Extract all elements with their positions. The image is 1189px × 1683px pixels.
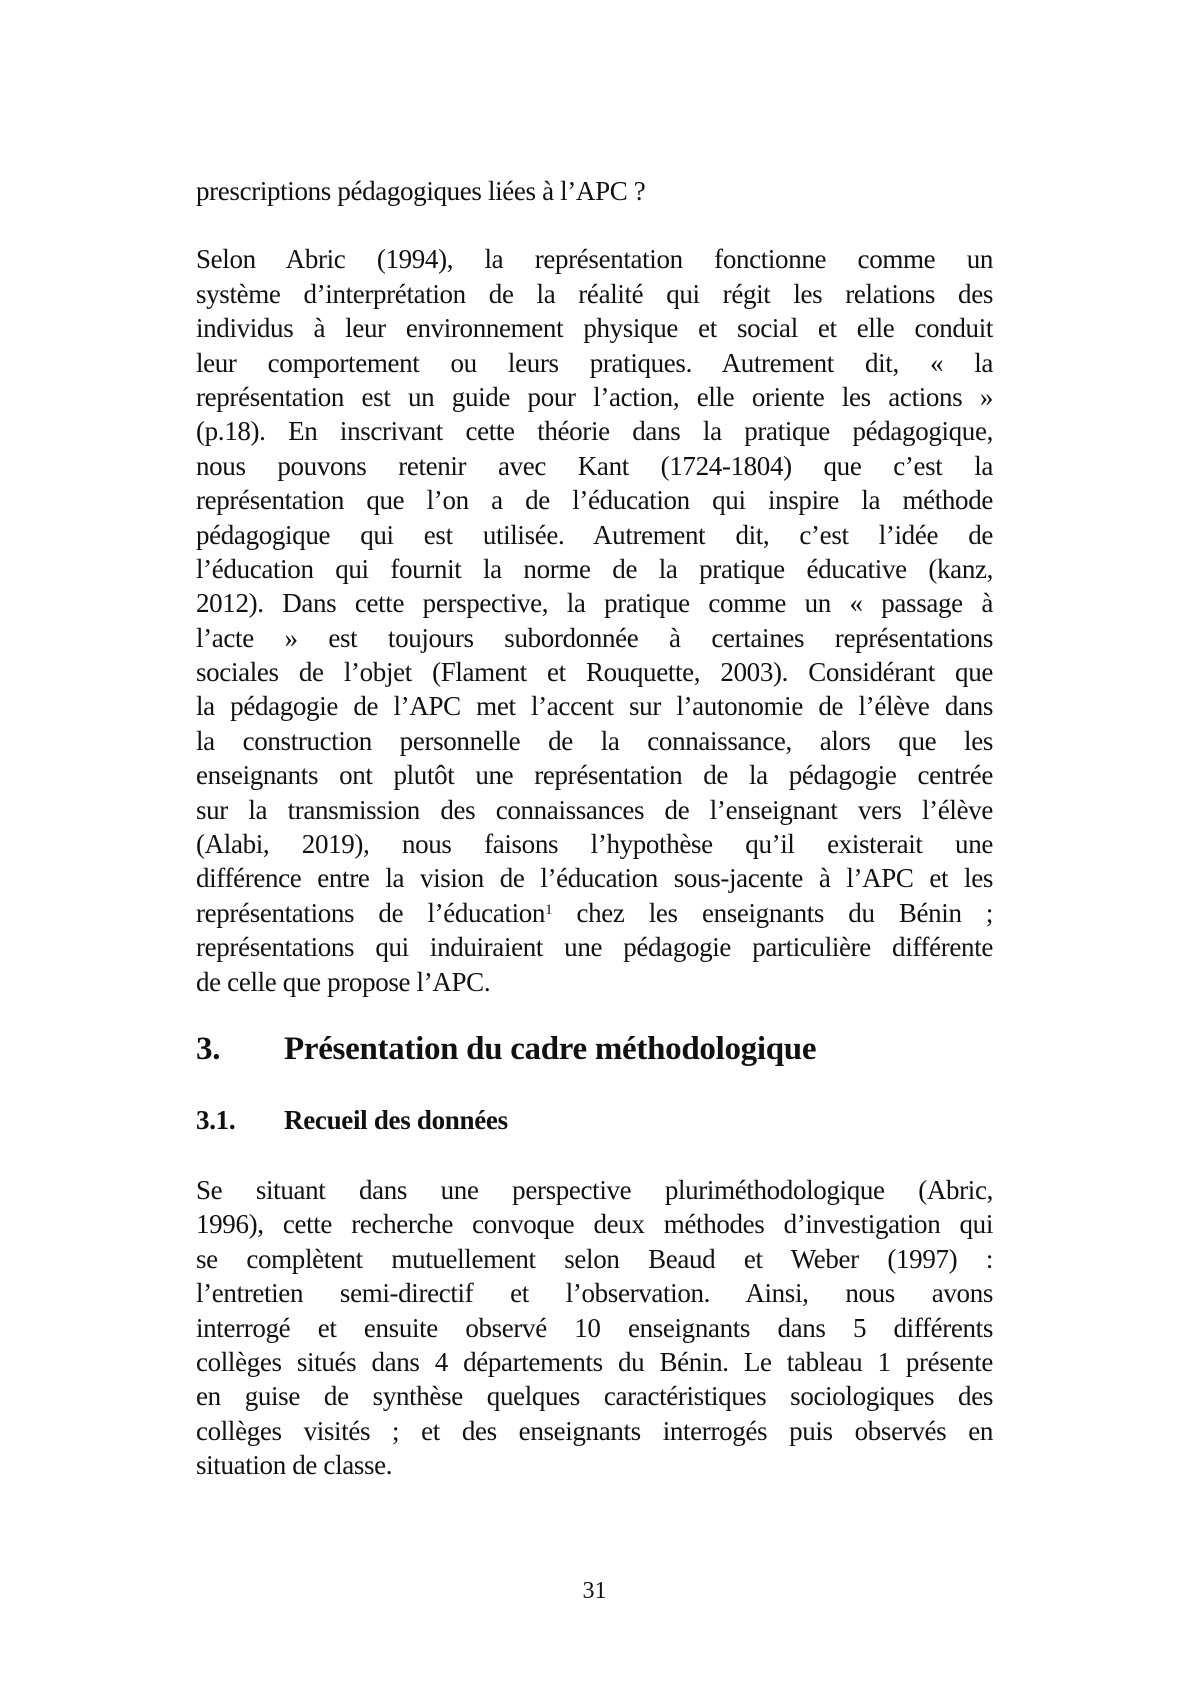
section-spacer <box>196 1069 993 1103</box>
text-line: de celle que propose l’APC. <box>196 966 491 997</box>
paragraph-spacer <box>196 208 993 242</box>
subsection-title: Recueil des données <box>284 1104 508 1135</box>
text-line: système d’interprétation de la réalité qui régit les relations des <box>196 278 993 309</box>
section-title: Présentation du cadre méthodologique <box>284 1030 817 1067</box>
text-line: sur la transmission des connaissances de l’enseignant vers l’élève <box>196 794 993 825</box>
text-fragment: représentations de l’éducation <box>196 897 546 928</box>
text-fragment: chez les enseignants du Bénin ; <box>552 897 993 928</box>
text-line: l’éducation qui fournit la norme de la pratique éducative (kanz, <box>196 553 993 584</box>
text-line: 1996), cette recherche convoque deux méthodes d’investigation qui <box>196 1209 993 1240</box>
text-line: pédagogique qui est utilisée. Autrement dit, c’est l’idée de <box>196 519 993 550</box>
text-line: représentation est un guide pour l’action, elle oriente les actions » <box>196 381 993 412</box>
footnote-reference[interactable]: 1 <box>545 901 553 918</box>
section-spacer <box>196 999 993 1029</box>
text-line: l’entretien semi-directif et l’observation. Ainsi, nous avons <box>196 1278 993 1309</box>
text-line: la pédagogie de l’APC met l’accent sur l’autonomie de l’élève dans <box>196 691 993 722</box>
section-spacer <box>196 1137 993 1173</box>
text-line-with-footnote <box>196 896 993 930</box>
text-line: individus à leur environnement physique et social et elle conduit <box>196 313 993 344</box>
text-line: leur comportement ou leurs pratiques. Autrement dit, « la <box>196 347 993 378</box>
text-line: en guise de synthèse quelques caractéristiques sociologiques des <box>196 1381 993 1412</box>
paragraph-representation <box>196 242 993 999</box>
text-line: 2012). Dans cette perspective, la pratique comme un « passage à <box>196 588 993 619</box>
intro-line: prescriptions pédagogiques liées à l’APC ? <box>196 176 646 206</box>
text-line: collèges visités ; et des enseignants interrogés puis observés en <box>196 1415 993 1446</box>
text-line: représentations qui induiraient une pédagogie particulière différente <box>196 932 993 963</box>
text-line: Se situant dans une perspective pluriméthodologique (Abric, <box>196 1174 993 1205</box>
text-line: se complètent mutuellement selon Beaud et Weber (1997) : <box>196 1243 993 1274</box>
text-line: l’acte » est toujours subordonnée à certaines représentations <box>196 622 993 653</box>
text-line: Selon Abric (1994), la représentation fonctionne comme un <box>196 244 993 275</box>
subsection-number: 3.1. <box>196 1104 236 1135</box>
text-line: représentation que l’on a de l’éducation qui inspire la méthode <box>196 485 993 516</box>
text-line: situation de classe. <box>196 1450 393 1481</box>
text-line: interrogé et ensuite observé 10 enseignants dans 5 différents <box>196 1312 993 1343</box>
text-line: sociales de l’objet (Flament et Rouquette, 2003). Considérant que <box>196 657 993 688</box>
text-line: nous pouvons retenir avec Kant (1724-1804) que c’est la <box>196 450 993 481</box>
text-line: la construction personnelle de la connaissance, alors que les <box>196 725 993 756</box>
subsection-heading <box>196 1103 993 1137</box>
text-line: (p.18). En inscrivant cette théorie dans la pratique pédagogique, <box>196 416 993 447</box>
page-number: 31 <box>582 1578 607 1604</box>
text-line: enseignants ont plutôt une représentation de la pédagogie centrée <box>196 760 993 791</box>
document-page <box>196 174 993 1483</box>
section-heading <box>196 1029 993 1069</box>
text-line: différence entre la vision de l’éducation sous-jacente à l’APC et les <box>196 863 993 894</box>
paragraph-data-collection <box>196 1173 993 1483</box>
text-line: (Alabi, 2019), nous faisons l’hypothèse qu’il existerait une <box>196 829 993 860</box>
text-line: collèges situés dans 4 départements du Bénin. Le tableau 1 présente <box>196 1346 993 1377</box>
section-number: 3. <box>196 1030 221 1067</box>
